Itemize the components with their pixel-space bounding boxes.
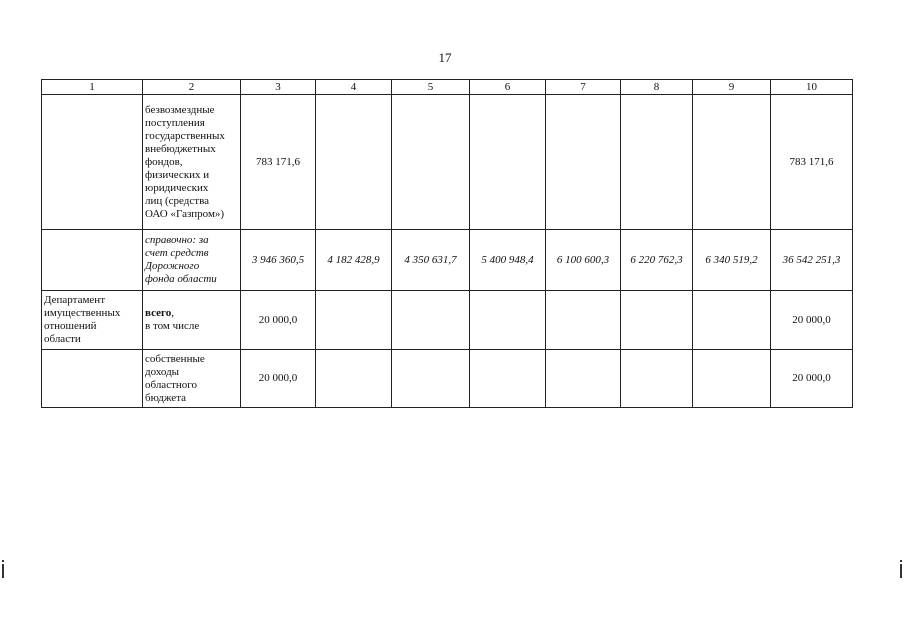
table-cell-department: [42, 291, 143, 350]
table-cell-value: [470, 291, 546, 350]
scan-edge-mark: [2, 560, 4, 562]
table-cell-value: [470, 350, 546, 408]
table-cell-value: 20 000,0: [771, 291, 853, 350]
table-cell-value: [316, 291, 392, 350]
table-cell-value: [470, 95, 546, 230]
table-row: [42, 95, 853, 230]
table-cell-value: [546, 350, 621, 408]
table-cell-value: [693, 95, 771, 230]
department-line: имущественных: [44, 307, 121, 319]
scan-edge-mark: [2, 564, 4, 578]
table-cell-value: 783 171,6: [771, 95, 853, 230]
table-cell-source: [143, 95, 241, 230]
column-header-row: [42, 80, 853, 95]
source-line: в том числе: [145, 320, 200, 332]
column-header: 6: [470, 80, 546, 95]
table-cell-value: 20 000,0: [771, 350, 853, 408]
department-line: отношений: [44, 320, 97, 332]
table-cell-source: [143, 291, 241, 350]
table-cell-department: [42, 230, 143, 291]
table-cell-value: 783 171,6: [241, 95, 316, 230]
total-label: всего: [145, 307, 172, 319]
column-header: 1: [42, 80, 143, 95]
source-line: поступления: [145, 116, 205, 129]
table-cell-value: 5 400 948,4: [470, 230, 546, 291]
source-line: государственных: [145, 129, 225, 142]
source-line: фондов,: [145, 155, 183, 168]
source-line: ОАО «Газпром»): [145, 207, 225, 220]
table-cell-value: [392, 350, 470, 408]
table-row: [42, 291, 853, 350]
table-cell-source: [143, 230, 241, 291]
column-header: 9: [693, 80, 771, 95]
table-cell-value: 6 340 519,2: [693, 230, 771, 291]
scan-edge-mark: [900, 564, 902, 578]
budget-table: [41, 79, 853, 408]
page-number: 17: [438, 50, 452, 65]
source-line: [145, 307, 238, 320]
source-line: областного: [145, 378, 198, 391]
source-line: лиц (средства: [145, 194, 210, 207]
table-cell-value: 20 000,0: [241, 350, 316, 408]
source-line: доходы: [145, 365, 180, 378]
column-header: 5: [392, 80, 470, 95]
table-cell-department: [42, 95, 143, 230]
department-line: Департамент: [44, 294, 106, 306]
table-row: [42, 350, 853, 408]
column-header: 2: [143, 80, 241, 95]
column-header: 7: [546, 80, 621, 95]
table-cell-value: [621, 291, 693, 350]
table-cell-value: [693, 350, 771, 408]
table-cell-value: 6 100 600,3: [546, 230, 621, 291]
table-cell-value: [392, 291, 470, 350]
total-punct: ,: [171, 307, 174, 319]
source-line: юридических: [145, 181, 209, 194]
source-line: Дорожного: [145, 260, 200, 272]
table-cell-value: [621, 350, 693, 408]
table-row: [42, 230, 853, 291]
table-cell-value: [546, 95, 621, 230]
scan-edge-mark: [900, 560, 902, 562]
column-header: 3: [241, 80, 316, 95]
table-cell-value: 4 182 428,9: [316, 230, 392, 291]
table-cell-department: [42, 350, 143, 408]
table-cell-value: [621, 95, 693, 230]
table-cell-value: [392, 95, 470, 230]
source-line: бюджета: [145, 391, 187, 404]
source-line: внебюджетных: [145, 142, 216, 155]
source-line: физических и: [145, 168, 210, 181]
table-cell-value: 4 350 631,7: [392, 230, 470, 291]
table-cell-value: 20 000,0: [241, 291, 316, 350]
column-header: 4: [316, 80, 392, 95]
department-line: области: [44, 333, 81, 345]
source-line: фонда области: [145, 273, 217, 285]
table-cell-value: 6 220 762,3: [621, 230, 693, 291]
source-line: безвозмездные: [145, 103, 215, 116]
table-cell-value: [546, 291, 621, 350]
table-cell-source: [143, 350, 241, 408]
table-cell-value: 3 946 360,5: [241, 230, 316, 291]
source-line: собственные: [145, 352, 205, 365]
table-cell-value: [316, 95, 392, 230]
table-cell-value: [316, 350, 392, 408]
table-cell-value: [693, 291, 771, 350]
column-header: 8: [621, 80, 693, 95]
source-line: счет средств: [145, 247, 209, 259]
table-cell-value: 36 542 251,3: [771, 230, 853, 291]
column-header: 10: [771, 80, 853, 95]
source-line: справочно: за: [145, 234, 209, 246]
